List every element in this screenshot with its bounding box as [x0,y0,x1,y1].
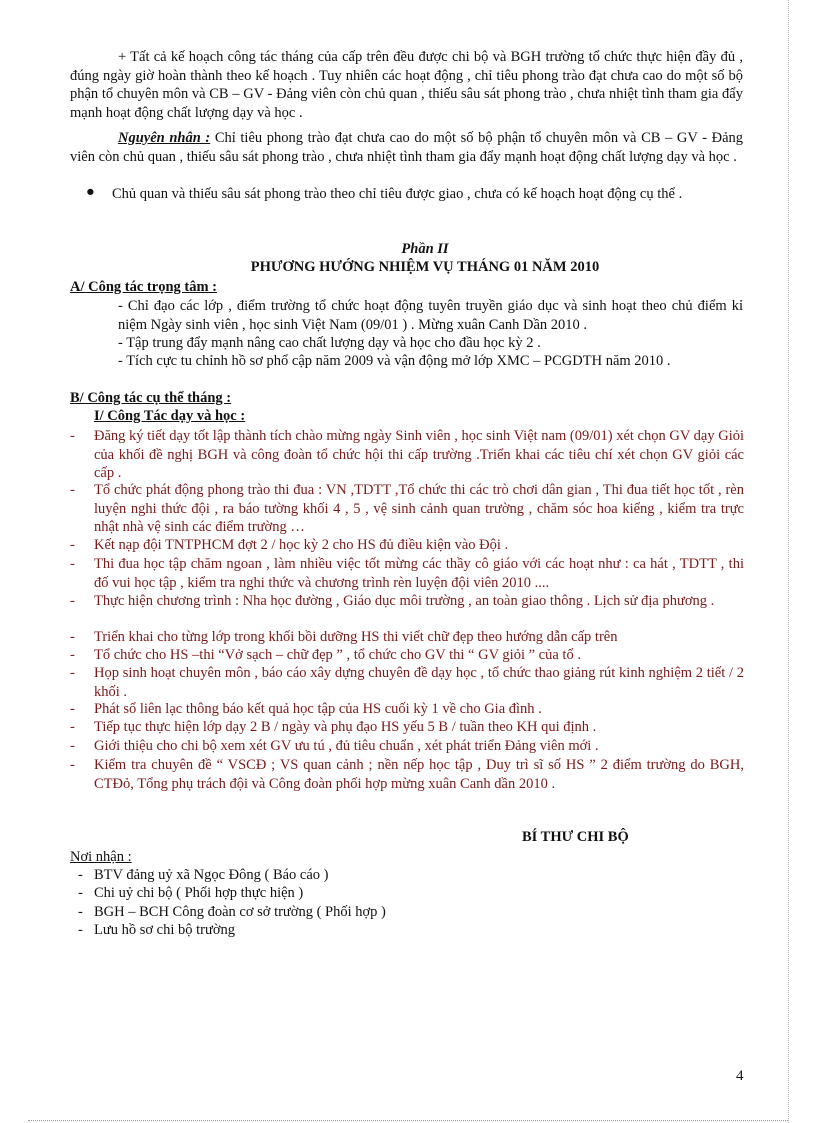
cause-text: Chỉ tiêu phong trào đạt chưa cao do một số bộ phận tổ chuyên môn và CB – GV - Đảng viên còn chủ quan , thiếu sâu sát phong trào , chưa nhiệt tình tham gia đẩy mạnh hoạt động chất lượng dạy và học . [70,130,744,165]
part-label: Phần II [401,241,449,257]
task-dash: - [70,647,75,663]
part-title: PHƯƠNG HƯỚNG NHIỆM VỤ THÁNG 01 NĂM 2010 [250,259,600,275]
recipient-dash: - [78,922,83,938]
bullet-marker: ● [86,184,95,200]
task-item: Triển khai cho từng lớp trong khối bồi dưỡng HS thi viết chữ đẹp theo hướng dẫn cấp trên [94,629,618,645]
task-item: Kết nạp đội TNTPHCM đợt 2 / học kỳ 2 cho HS đủ điều kiện vào Đội . [94,537,509,553]
recipient-dash: - [78,885,83,901]
page-number: 4 [736,1068,744,1084]
recipient-item: BGH – BCH Công đoàn cơ sở trường ( Phối hợp ) [94,904,386,920]
recipient-item: BTV đảng uỷ xã Ngọc Đông ( Báo cáo ) [94,867,329,883]
recipient-dash: - [78,867,83,883]
task-dash: - [70,556,75,572]
task-item: Họp sinh hoạt chuyên môn , báo cáo xây dựng chuyên đề dạy học , tổ chức thao giảng rút kinh nghiệm 2 tiết / 2 khối . [94,665,744,700]
task-dash: - [70,738,75,754]
task-item: Kiểm tra chuyên đề “ VSCĐ ; VS quan cảnh ; nền nếp học tập , Duy trì sĩ số HS ” 2 điểm trường do BGH, CTĐỏ, Tổng phụ trách đội và Công đoàn phối hợp mừng xuân Canh dần 2010 . [94,757,744,792]
section-a-heading: A/ Công tác trọng tâm : [70,279,217,295]
task-item: Phát sổ liên lạc thông báo kết quả học tập của HS cuối kỳ 1 về cho Gia đình . [94,701,542,717]
section-a-item: - Tích cực tu chỉnh hồ sơ phổ cập năm 2009 và vận động mở lớp XMC – PCGDTH năm 2010 . [118,353,671,369]
cause-paragraph [70,129,743,166]
section-a-item: - Chỉ đạo các lớp , điểm trường tổ chức hoạt động tuyên truyền giáo dục và sinh hoạt theo chủ điểm kỉ niệm Ngày sinh viên , học sinh Việt Nam (09/01 ) . Mừng xuân Canh Dần 2010 . [118,298,743,333]
recipients-label: Nơi nhận : [70,849,132,865]
recipient-dash: - [78,904,83,920]
task-dash: - [70,757,75,773]
task-dash: - [70,593,75,609]
recipient-item: Chi uỷ chi bộ ( Phối hợp thực hiện ) [94,885,304,901]
task-dash: - [70,665,75,681]
task-dash: - [70,428,75,444]
task-item: Tổ chức phát động phong trào thi đua : VN ,TDTT ,Tổ chức thi các trò chơi dân gian , Thi đua tiết học tốt , rèn luyện nghi thức đội , ra báo tường khối 4 , 5 , vệ sinh cảnh quan trường , chăm sóc hoa kiểng , kiểm tra trực nhật nhà vệ sinh các điểm trường … [94,482,744,535]
task-item: Thực hiện chương trình : Nha học đường , Giáo dục môi trường , an toàn giao thông . Lịch sử địa phương . [94,593,715,609]
section-a-item: - Tập trung đẩy mạnh nâng cao chất lượng dạy và học cho đầu học kỳ 2 . [118,335,541,351]
task-dash: - [70,629,75,645]
section-b-heading: B/ Công tác cụ thể tháng : [70,390,232,406]
task-item: Tiếp tục thực hiện lớp dạy 2 B / ngày và phụ đạo HS yếu 5 B / tuần theo KH qui định . [94,719,597,735]
footer-divider [28,1120,788,1121]
task-item: Đăng ký tiết dạy tốt lập thành tích chào mừng ngày Sinh viên , học sinh Việt nam (09/01) xét chọn GV dạy Giỏi của khối đề nghị BGH và công đoàn tổ chức hội thi cấp trường .Triển khai các tiêu chí xét chọn GV giỏi các cấp . [94,428,744,481]
task-dash: - [70,537,75,553]
right-margin-line [788,0,789,1123]
bullet-item: Chủ quan và thiếu sâu sát phong trào theo chỉ tiêu được giao , chưa có kế hoạch hoạt động cụ thể . [112,186,683,202]
signature-title: BÍ THƯ CHI BỘ [522,829,629,845]
cause-label: Nguyên nhân : [118,130,211,146]
section-b-subheading: I/ Công Tác dạy và học : [94,408,246,424]
intro-paragraph: + Tất cả kế hoạch công tác tháng của cấp trên đều được chi bộ và BGH trường tổ chức thực hiện đầy đủ , đúng ngày giờ hoàn thành theo kế hoạch . Tuy nhiên các hoạt động , chỉ tiêu phong trào đạt chưa cao do một số bộ phận tổ chuyên môn và CB – GV - Đảng viên còn chủ quan , thiếu sâu sát phong trào , chưa nhiệt tình tham gia đẩy mạnh hoạt động chất lượng dạy và học . [70,49,743,121]
task-item: Tổ chức cho HS –thi “Vở sạch – chữ đẹp ” , tổ chức cho GV thi “ GV giỏi ” của tổ . [94,647,581,663]
recipient-item: Lưu hồ sơ chi bộ trường [94,922,235,938]
task-item: Giới thiệu cho chi bộ xem xét GV ưu tú , đủ tiêu chuẩn , xét phát triển Đảng viên mới . [94,738,599,754]
task-item: Thi đua học tập chăm ngoan , làm nhiều việc tốt mừng các thầy cô giáo với các hoạt như : ca hát , TDTT , thi đố vui học tập , kiểm tra nghi thức và chương trình rèn luyện đội viên 2010 .... [94,556,744,591]
task-dash: - [70,719,75,735]
task-dash: - [70,701,75,717]
task-dash: - [70,482,75,498]
